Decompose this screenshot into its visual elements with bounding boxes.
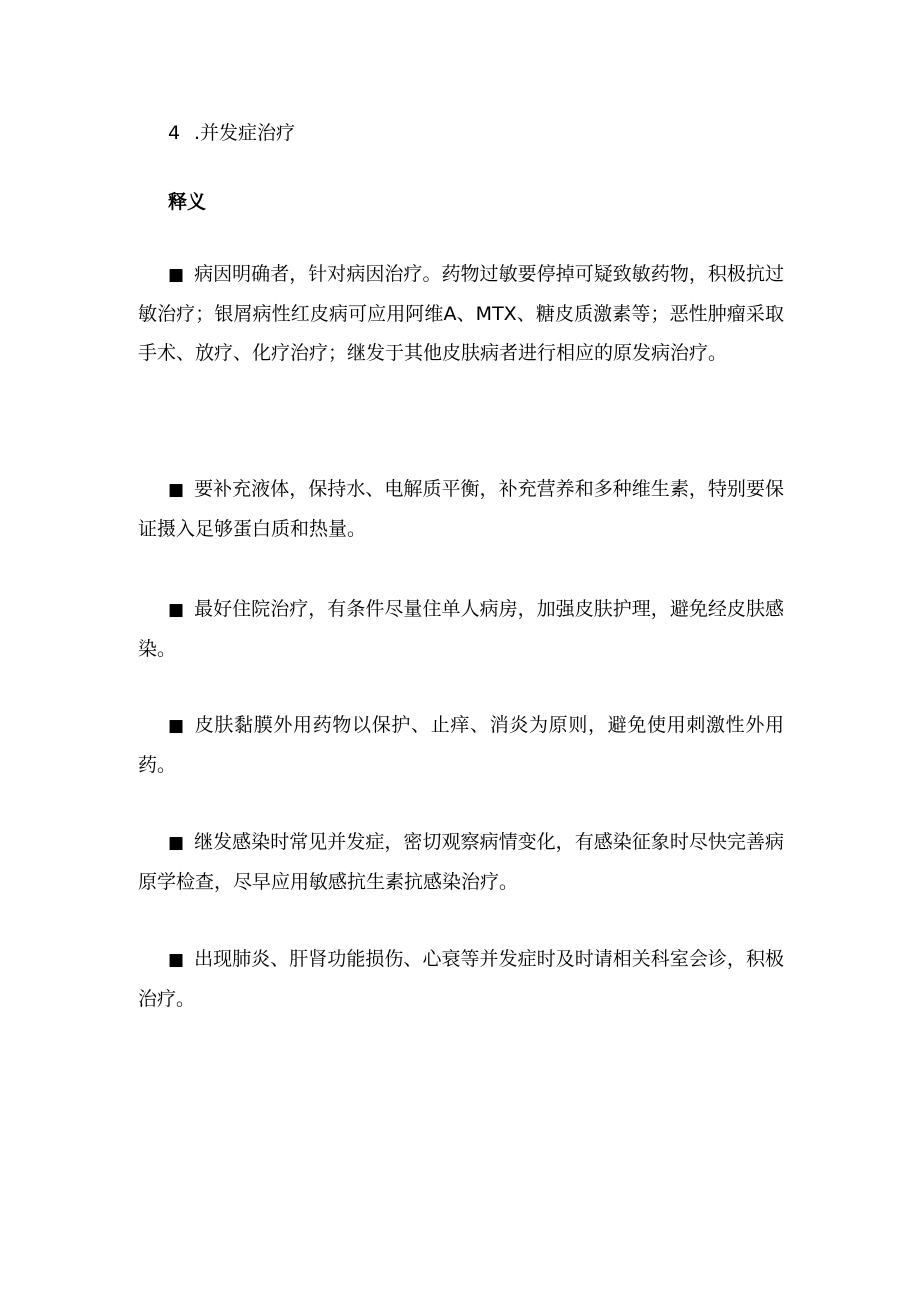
list-item-text: 要补充液体，保持水、电解质平衡，补充营养和多种维生素，特别要保证摄入足够蛋白质和热量。 bbox=[138, 478, 784, 540]
section-heading bbox=[168, 119, 295, 147]
bullet-square-icon: ■ bbox=[168, 716, 185, 736]
list-item bbox=[138, 823, 784, 902]
section-title: .并发症治疗 bbox=[194, 122, 296, 144]
bullet-square-icon: ■ bbox=[168, 265, 185, 285]
list-item bbox=[138, 470, 784, 549]
list-item-text: 继发感染时常见并发症，密切观察病情变化，有感染征象时尽快完善病原学检查，尽早应用敏感抗生素抗感染治疗。 bbox=[138, 831, 784, 893]
list-item-text: 最好住院治疗，有条件尽量住单人病房，加强皮肤护理，避免经皮肤感染。 bbox=[138, 598, 784, 660]
list-item-text: 出现肺炎、肝肾功能损伤、心衰等并发症时及时请相关科室会诊，积极治疗。 bbox=[138, 948, 784, 1010]
section-number: 4 bbox=[168, 122, 181, 144]
list-item bbox=[138, 590, 784, 669]
list-item bbox=[138, 255, 784, 373]
bullet-square-icon: ■ bbox=[168, 480, 185, 500]
bullet-square-icon: ■ bbox=[168, 833, 185, 853]
explanation-heading: 释义 bbox=[168, 191, 207, 213]
list-item bbox=[138, 706, 784, 785]
bullet-square-icon: ■ bbox=[168, 950, 185, 970]
list-item bbox=[138, 940, 784, 1019]
bullet-square-icon: ■ bbox=[168, 600, 185, 620]
list-item-text: 病因明确者，针对病因治疗。药物过敏要停掉可疑致敏药物，积极抗过敏治疗；银屑病性红皮病可应用阿维A、MTX、糖皮质激素等；恶性肿瘤采取手术、放疗、化疗治疗；继发于其他皮肤病者进行相应的原发病治疗。 bbox=[138, 263, 784, 364]
list-item-text: 皮肤黏膜外用药物以保护、止痒、消炎为原则，避免使用刺激性外用药。 bbox=[138, 714, 784, 776]
